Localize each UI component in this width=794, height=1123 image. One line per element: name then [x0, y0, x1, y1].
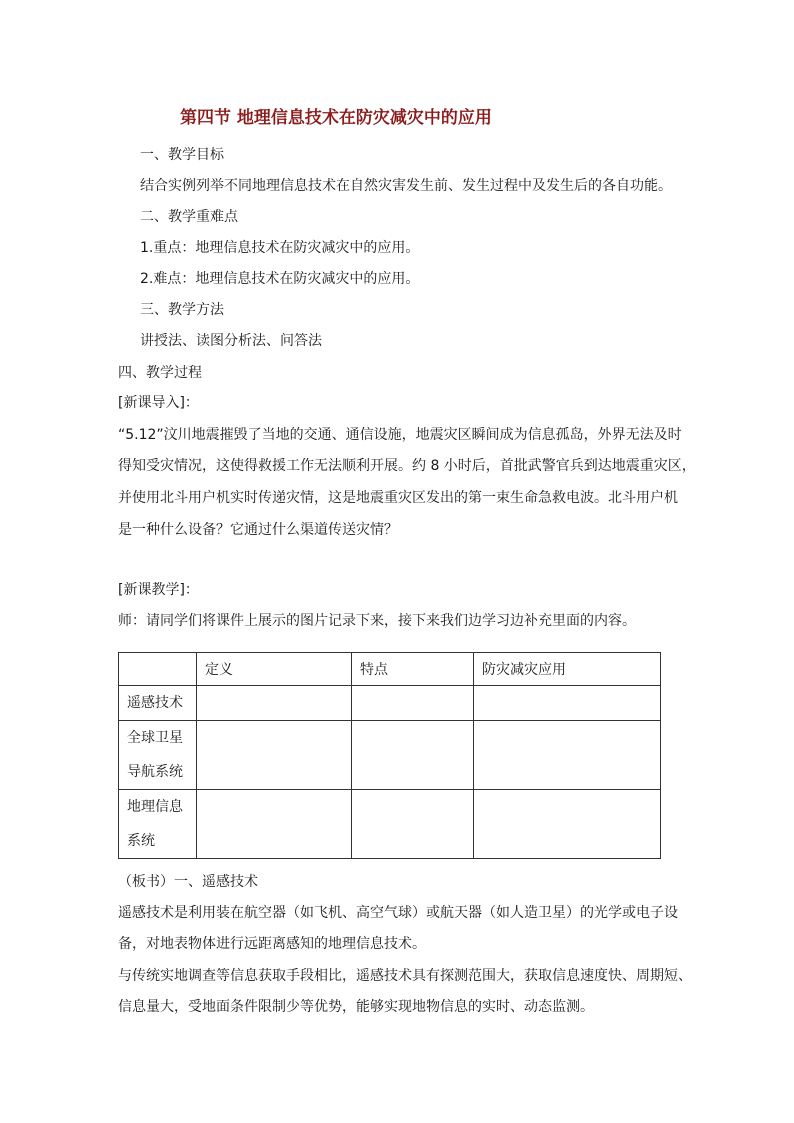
remote-sensing-definition: 遥感技术是利用装在航空器（如飞机、高空气球）或航天器（如人造卫星）的光学或电子设: [118, 905, 678, 921]
table-cell: [474, 721, 661, 790]
table-cell: [352, 721, 474, 790]
table-cell: [474, 686, 661, 721]
row-label-line: 遥感技术: [127, 695, 183, 711]
table-row: [119, 790, 661, 859]
table-cell: [352, 790, 474, 859]
key-point: 1.重点：地理信息技术在防灾减灾中的应用。: [140, 240, 420, 256]
row-label-line: 导航系统: [127, 764, 183, 780]
method-text: 讲授法、读图分析法、问答法: [140, 333, 322, 349]
table-header-row: [119, 653, 661, 686]
intro-line: 是一种什么设备？它通过什么渠道传送灾情？: [118, 522, 398, 538]
teacher-line: 师：请同学们将课件上展示的图片记录下来，接下来我们边学习边补充里面的内容。: [118, 613, 636, 629]
table-header-cell: [119, 653, 197, 686]
remote-sensing-advantages: 与传统实地调查等信息获取手段相比，遥感技术具有探测范围大，获取信息速度快、周期短、: [118, 968, 692, 984]
row-label-line: 地理信息: [127, 799, 183, 815]
table-cell: [197, 790, 352, 859]
intro-label: [新课导入]：: [118, 395, 199, 411]
table-row: [119, 721, 661, 790]
table-row-label: [119, 686, 197, 721]
difficult-point: 2.难点：地理信息技术在防灾减灾中的应用。: [140, 271, 420, 287]
table-header-cell: 定义: [197, 653, 352, 686]
table-row-label: [119, 790, 197, 859]
page-title: 第四节 地理信息技术在防灾减灾中的应用: [180, 108, 492, 128]
table-header-cell: 特点: [352, 653, 474, 686]
teach-label: [新课教学]：: [118, 582, 199, 598]
remote-sensing-advantages: 信息量大，受地面条件限制少等优势，能够实现地物信息的实时、动态监测。: [118, 999, 594, 1015]
remote-sensing-definition: 备，对地表物体进行远距离感知的地理信息技术。: [118, 936, 426, 952]
key-difficult-heading: 二、教学重难点: [140, 209, 238, 225]
table-cell: [197, 721, 352, 790]
table-cell: [352, 686, 474, 721]
row-label-line: 全球卫星: [127, 730, 183, 746]
intro-line: 并使用北斗用户机实时传递灾情，这是地震重灾区发出的第一束生命急救电波。北斗用户机: [118, 490, 678, 506]
process-heading: 四、教学过程: [118, 365, 202, 381]
row-label-line: 系统: [127, 833, 155, 849]
intro-line: 得知受灾情况，这使得救援工作无法顺利开展。约 8 小时后，首批武警官兵到达地震重灾区，: [118, 458, 696, 474]
table-row: [119, 686, 661, 721]
comparison-table: [118, 652, 661, 859]
table-header-cell: 防灾减灾应用: [474, 653, 661, 686]
goals-heading: 一、教学目标: [140, 147, 224, 163]
intro-line: “5.12”汶川地震摧毁了当地的交通、通信设施，地震灾区瞬间成为信息孤岛，外界无法及时: [118, 427, 682, 443]
method-heading: 三、教学方法: [140, 302, 224, 318]
table-cell: [197, 686, 352, 721]
goals-text: 结合实例列举不同地理信息技术在自然灾害发生前、发生过程中及发生后的各自功能。: [140, 178, 672, 194]
board-heading: （板书）一、遥感技术: [118, 874, 258, 890]
table-row-label: [119, 721, 197, 790]
table-cell: [474, 790, 661, 859]
